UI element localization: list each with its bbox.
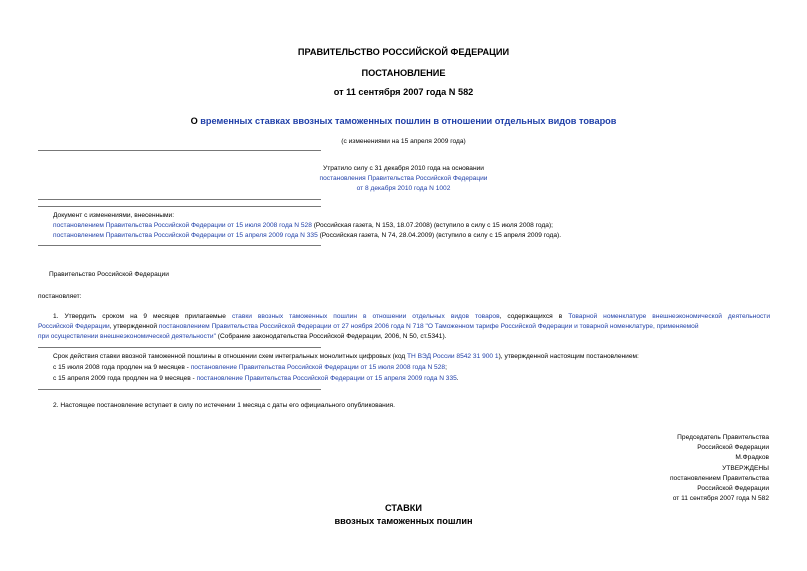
org-name: ПРАВИТЕЛЬСТВО РОССИЙСКОЙ ФЕДЕРАЦИИ xyxy=(297,47,510,57)
doc-type: ПОСТАНОВЛЕНИЕ xyxy=(361,68,446,78)
expired-text: Утратило силу с 31 декабря 2010 года на основании xyxy=(323,165,484,172)
p1-link-rf[interactable]: Российской Федерации xyxy=(38,323,110,330)
signature-block xyxy=(569,433,769,504)
doc-title xyxy=(0,116,807,126)
divider xyxy=(38,199,321,200)
approved-date: от 11 сентября 2007 года N 582 xyxy=(672,495,769,503)
expired-link-1[interactable]: постановления Правительства Российской Федерации xyxy=(319,175,488,182)
note-link-code[interactable]: ТН ВЭД России 8542 31 900 1 xyxy=(407,353,499,360)
paragraph-1-line-1 xyxy=(38,312,770,321)
note3-end: . xyxy=(456,375,459,382)
approved-by: постановлением Правительства xyxy=(669,474,769,482)
divider xyxy=(38,245,321,246)
note-line-2 xyxy=(53,363,447,372)
changes-item-1 xyxy=(53,221,553,230)
changes-item-1-text: (Российская газета, N 153, 18.07.2008) (вступило в силу с 15 июля 2008 года); xyxy=(311,222,553,229)
divider xyxy=(38,206,321,207)
paragraph-1-line-2 xyxy=(38,322,770,331)
approved-country: Российской Федерации xyxy=(697,485,769,493)
paragraph-1-line-3 xyxy=(38,332,447,341)
annex-title: СТАВКИ xyxy=(385,503,422,513)
government: Правительство Российской Федерации xyxy=(49,271,169,278)
divider xyxy=(38,389,321,390)
signature-name: М.Фрадков xyxy=(735,454,769,462)
changes-link-1[interactable]: постановлением Правительства Российской Федерации от 15 июля 2008 года N 528 xyxy=(53,222,312,229)
signature-country: Российской Федерации xyxy=(697,444,769,452)
changes-item-2 xyxy=(53,231,561,240)
title-link[interactable]: временных ставках ввозных таможенных пошлин в отношении отдельных видов товаров xyxy=(200,116,617,126)
p1-text-d: (Собрание законодательства Российской Федерации, 2006, N 50, ст.5341). xyxy=(215,333,447,340)
note2-end: ; xyxy=(445,364,447,371)
note-text-a: Срок действия ставки ввозной таможенной пошлины в отношении схем интегральных монолитных цифровых (код xyxy=(53,353,408,360)
divider xyxy=(38,347,321,348)
p1-link-resolution-718[interactable]: постановлением Правительства Российской Федерации от 27 ноября 2006 года N 718 "О Таможенном тарифе Российской Федерации и товарной номенклатуре, применяемой xyxy=(158,323,699,330)
p1-link-rates[interactable]: ставки ввозных таможенных пошлин в отношении отдельных видов товаров xyxy=(231,313,500,320)
note3-link[interactable]: постановление Правительства Российской Федерации от 15 апреля 2009 года N 335 xyxy=(196,375,457,382)
paragraph-2: 2. Настоящее постановление вступает в силу по истечении 1 месяца с даты его официального опубликования. xyxy=(53,402,395,409)
note2-text: с 15 июля 2008 года продлен на 9 месяцев - xyxy=(53,364,191,371)
note-line-3 xyxy=(53,374,459,383)
approved-label: УТВЕРЖДЕНЫ xyxy=(722,464,769,472)
title-prefix: О xyxy=(190,116,201,126)
p1-link-nomenclature[interactable]: Товарной номенклатуре внешнеэкономической деятельности xyxy=(568,313,770,320)
p1-text-a: 1. Утвердить сроком на 9 месяцев прилагаемые xyxy=(53,313,232,320)
amended-note: (с изменениями на 15 апреля 2009 года) xyxy=(341,138,466,145)
changes-item-2-text: (Российская газета, N 74, 28.04.2009) (вступило в силу с 15 апреля 2009 года). xyxy=(317,232,562,239)
changes-link-2[interactable]: постановлением Правительства Российской Федерации от 15 апреля 2009 года N 335 xyxy=(53,232,318,239)
changes-intro: Документ с изменениями, внесенными: xyxy=(53,212,175,219)
note-line-1 xyxy=(53,352,639,361)
doc-date-number: от 11 сентября 2007 года N 582 xyxy=(333,87,474,97)
note3-text: с 15 апреля 2009 года продлен на 9 месяцев - xyxy=(53,375,197,382)
note-text-b: ), утвержденной настоящим постановлением: xyxy=(498,353,639,360)
resolves: постановляет: xyxy=(38,293,82,300)
p1-text-c: , утвержденной xyxy=(109,323,159,330)
note2-link[interactable]: постановление Правительства Российской Федерации от 15 июля 2008 года N 528 xyxy=(190,364,446,371)
p1-text-b: , содержащихся в xyxy=(499,313,569,320)
p1-link-foreign-trade[interactable]: при осуществлении внешнеэкономической деятельности" xyxy=(38,333,216,340)
annex-subtitle: ввозных таможенных пошлин xyxy=(334,516,473,526)
divider xyxy=(38,150,321,151)
expired-link-2[interactable]: от 8 декабря 2010 года N 1002 xyxy=(356,185,451,192)
signature-title: Председатель Правительства xyxy=(677,434,769,441)
